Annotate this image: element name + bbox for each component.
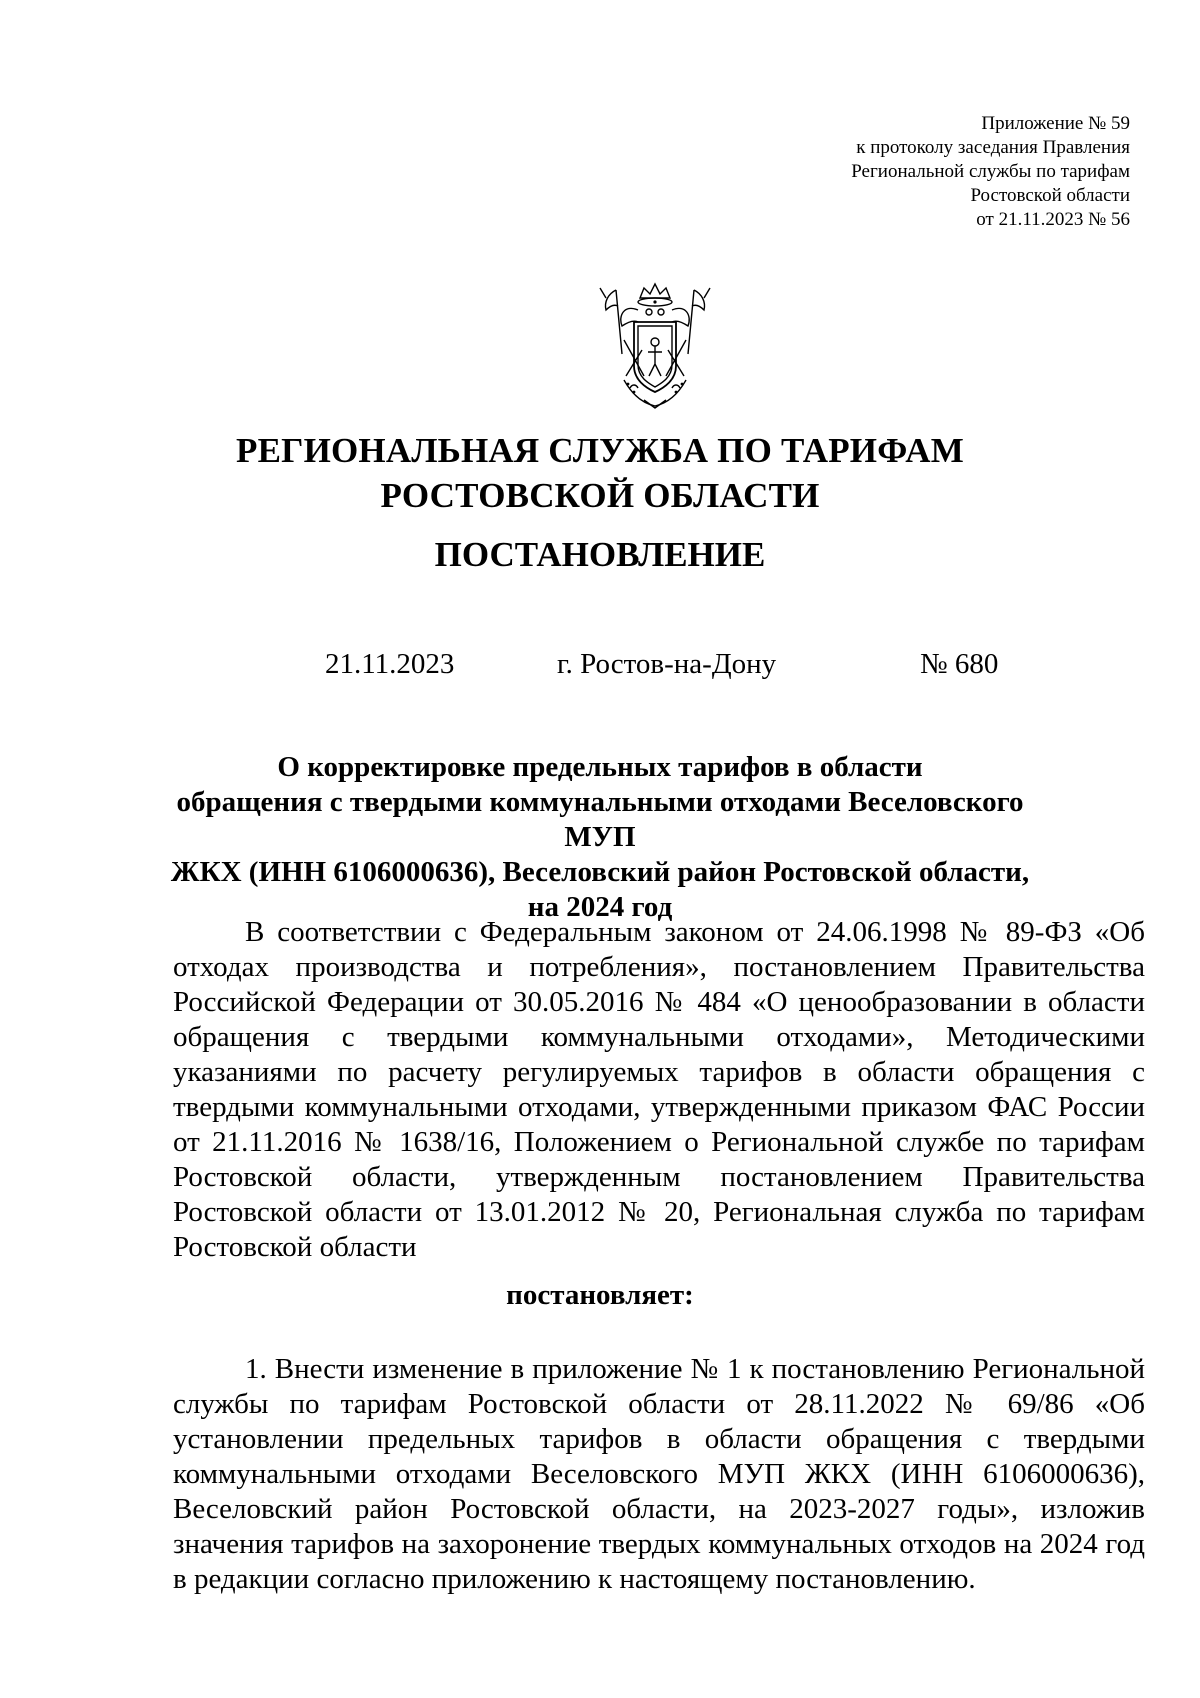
- appendix-line: Приложение № 59: [981, 113, 1130, 134]
- resolution-heading: постановляет:: [506, 1279, 694, 1311]
- appendix-line: Ростовской области: [970, 185, 1130, 206]
- appendix-line: от 21.11.2023 № 56: [976, 209, 1130, 230]
- appendix-line: к протоколу заседания Правления: [856, 137, 1130, 158]
- document-city: г. Ростов-на-Дону: [557, 648, 777, 680]
- agency-name: [0, 428, 1200, 518]
- clause-1-paragraph: 1. Внести изменение в приложение № 1 к постановлению Региональной службы по тарифам Ростовской области от 28.11.2022 № 69/86 «Об установлении предельных тарифов в области обращения с твердыми коммунальными отходами Веселовского МУП ЖКХ (ИНН 6106000636), Веселовский район Ростовской области, на 2023-2027 годы», изложив значения тарифов на захоронение твердых коммунальных отходов на 2024 год в редакции согласно приложению к настоящему постановлению.: [173, 1353, 1145, 1595]
- document-date: 21.11.2023: [325, 648, 455, 680]
- subject-line: на 2024 год: [527, 891, 673, 923]
- subject-line: обращения с твердыми коммунальными отходами Веселовского МУП: [176, 786, 1024, 853]
- document-type: ПОСТАНОВЛЕНИЕ: [434, 535, 766, 574]
- agency-name-line: РОСТОВСКОЙ ОБЛАСТИ: [380, 476, 820, 515]
- document-subject: [150, 750, 1050, 925]
- subject-line: ЖКХ (ИНН 6106000636), Веселовский район Ростовской области,: [170, 856, 1030, 888]
- preamble-paragraph: В соответствии с Федеральным законом от 24.06.1998 № 89-ФЗ «Об отходах производства и потребления», постановлением Правительства Российской Федерации от 30.05.2016 № 484 «О ценообразовании в области обращения с твердыми коммунальными отходами», Методическими указаниями по расчету регулируемых тарифов в области обращения с твердыми коммунальными отходами, утвержденными приказом ФАС России от 21.11.2016 № 1638/16, Положением о Региональной службе по тарифам Ростовской области, утвержденным постановлением Правительства Ростовской области от 13.01.2012 № 20, Региональная служба по тарифам Ростовской области: [173, 916, 1145, 1263]
- agency-name-line: РЕГИОНАЛЬНАЯ СЛУЖБА ПО ТАРИФАМ: [235, 431, 964, 470]
- appendix-line: Региональной службы по тарифам: [851, 161, 1130, 182]
- rostov-oblast-coat-of-arms-icon: [594, 280, 716, 412]
- appendix-reference: [610, 112, 1130, 232]
- subject-line: О корректировке предельных тарифов в области: [277, 751, 923, 783]
- document-number: № 680: [920, 648, 999, 680]
